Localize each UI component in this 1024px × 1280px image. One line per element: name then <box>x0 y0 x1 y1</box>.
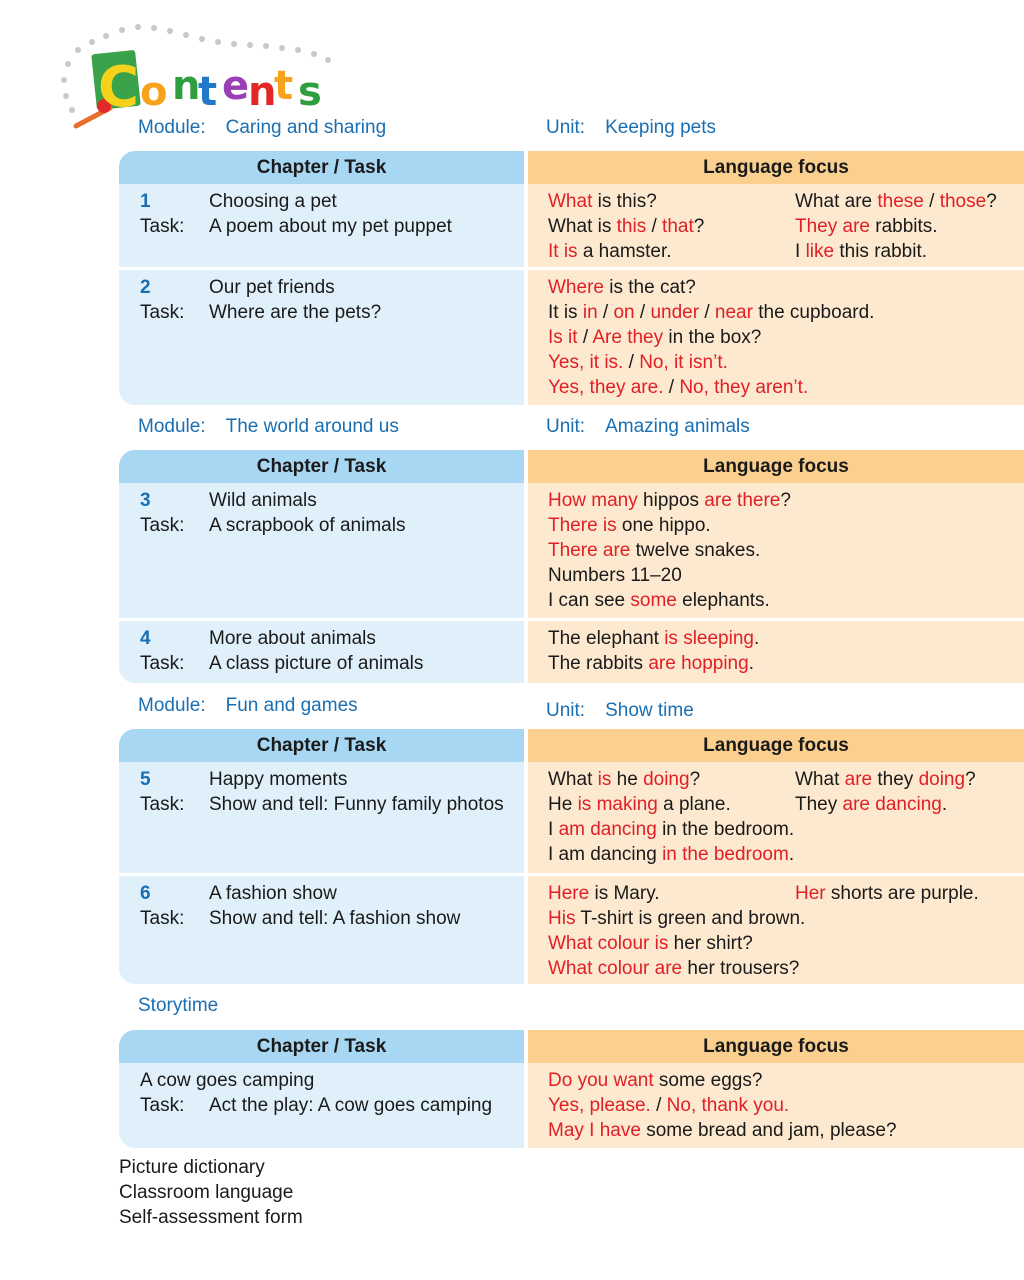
task-label: Task: <box>140 1095 185 1116</box>
task-label: Task: <box>140 302 185 323</box>
title-letter: e <box>222 63 250 109</box>
focus-line <box>548 350 728 375</box>
focus-segment: / <box>597 302 614 323</box>
focus-segment: . <box>788 844 795 865</box>
title-letter: n <box>172 63 201 109</box>
focus-segment: T-shirt is green and brown. <box>575 908 806 929</box>
focus-segment: / <box>650 1095 667 1116</box>
focus-segment: some eggs? <box>653 1070 763 1091</box>
focus-segment: No, thank you. <box>666 1095 790 1116</box>
focus-line <box>548 626 759 651</box>
chapter-number: 6 <box>140 883 151 904</box>
focus-segment: / <box>663 377 680 398</box>
focus-segment: What are <box>795 191 878 212</box>
focus-segment: Yes, it is. <box>548 352 624 373</box>
chapter-title: Choosing a pet <box>209 191 337 212</box>
focus-line <box>795 792 947 817</box>
focus-line <box>548 538 760 563</box>
focus-segment: Here <box>548 883 590 904</box>
focus-segment: Numbers 11–20 <box>548 565 682 586</box>
chapter-title: A fashion show <box>209 883 337 904</box>
focus-segment: near <box>714 302 753 323</box>
chapter-number: 1 <box>140 191 151 212</box>
title-letter: n <box>248 69 277 115</box>
focus-segment: What colour are <box>548 958 683 979</box>
focus-segment: They <box>795 794 843 815</box>
unit-prefix: Unit: <box>546 700 586 721</box>
title-letter: C <box>98 55 140 120</box>
unit-label <box>546 117 716 139</box>
focus-segment: What <box>548 769 598 790</box>
focus-segment: those <box>939 191 987 212</box>
focus-segment: Where <box>548 277 604 298</box>
chapter-cell <box>119 483 524 618</box>
focus-line <box>795 214 938 239</box>
focus-segment: under <box>650 302 700 323</box>
focus-segment: ? <box>693 216 705 237</box>
focus-segment: Are they <box>592 327 664 348</box>
focus-segment: May I have <box>548 1120 641 1141</box>
focus-segment: What colour is <box>548 933 669 954</box>
focus-line <box>548 513 711 538</box>
focus-line <box>548 1093 789 1118</box>
focus-segment: on <box>613 302 635 323</box>
column-header-language-focus: Language focus <box>528 729 1024 762</box>
focus-segment: . <box>941 794 948 815</box>
column-header-chapter-task: Chapter / Task <box>119 450 524 483</box>
focus-line <box>548 588 770 613</box>
focus-segment: in the bedroom. <box>656 819 795 840</box>
focus-segment: I am dancing <box>548 844 663 865</box>
focus-segment: I can see <box>548 590 631 611</box>
chapter-number: 3 <box>140 490 151 511</box>
focus-line <box>548 214 704 239</box>
focus-segment: am dancing <box>558 819 657 840</box>
column-header-chapter-task: Chapter / Task <box>119 729 524 762</box>
focus-segment: twelve snakes. <box>630 540 761 561</box>
task-title: Act the play: A cow goes camping <box>209 1095 493 1116</box>
focus-segment: these <box>877 191 924 212</box>
module-prefix: Module: <box>138 695 206 716</box>
focus-line <box>548 881 660 906</box>
chapter-title: Wild animals <box>209 490 317 511</box>
focus-segment: her trousers? <box>682 958 800 979</box>
focus-segment: What <box>795 769 845 790</box>
module-name: The world around us <box>225 416 399 437</box>
focus-segment: / <box>577 327 593 348</box>
module-prefix: Module: <box>138 117 206 138</box>
chapter-number: 2 <box>140 277 151 298</box>
column-header-chapter-task: Chapter / Task <box>119 1030 524 1063</box>
focus-segment: The rabbits <box>548 653 649 674</box>
chapter-number: 5 <box>140 769 151 790</box>
focus-segment: a plane. <box>657 794 731 815</box>
column-header-language-focus: Language focus <box>528 1030 1024 1063</box>
chapter-title: Happy moments <box>209 769 348 790</box>
focus-segment: . <box>753 628 760 649</box>
focus-segment: / <box>634 302 651 323</box>
focus-segment: shorts are purple. <box>825 883 979 904</box>
task-label: Task: <box>140 216 185 237</box>
focus-segment: this <box>616 216 647 237</box>
focus-line <box>548 325 761 350</box>
focus-segment: It is <box>548 302 583 323</box>
focus-line <box>548 956 799 981</box>
unit-name: Amazing animals <box>605 416 750 437</box>
focus-line <box>548 931 753 956</box>
focus-segment: I <box>795 241 806 262</box>
focus-segment: What <box>548 191 593 212</box>
focus-segment: Yes, they are. <box>548 377 664 398</box>
module-name: Fun and games <box>225 695 358 716</box>
focus-segment: is making <box>577 794 658 815</box>
focus-segment: They are <box>795 216 870 237</box>
focus-segment: is <box>597 769 612 790</box>
focus-segment: Do you want <box>548 1070 654 1091</box>
focus-line <box>795 767 976 792</box>
focus-segment: . <box>748 653 754 674</box>
title-letter: t <box>198 69 218 115</box>
focus-segment: is this? <box>592 191 657 212</box>
focus-line <box>548 189 657 214</box>
task-title: Show and tell: A fashion show <box>209 908 461 929</box>
focus-segment: The elephant <box>548 628 665 649</box>
focus-line <box>795 189 997 214</box>
focus-line <box>548 375 808 400</box>
focus-segment: rabbits. <box>869 216 938 237</box>
focus-segment: ? <box>965 769 976 790</box>
focus-segment: are dancing <box>842 794 942 815</box>
focus-segment: ? <box>986 191 997 212</box>
module-label <box>138 695 358 717</box>
task-title: Show and tell: Funny family photos <box>209 794 504 815</box>
unit-name: Show time <box>605 700 694 721</box>
focus-segment: hippos <box>637 490 705 511</box>
column-header-language-focus: Language focus <box>528 151 1024 184</box>
extras-item: Classroom language <box>119 1182 294 1203</box>
chapter-title: More about animals <box>209 628 376 649</box>
task-title: A scrapbook of animals <box>209 515 406 536</box>
focus-segment: No, it isn’t. <box>639 352 728 373</box>
focus-segment: Her <box>795 883 826 904</box>
module-prefix: Module: <box>138 416 206 437</box>
task-label: Task: <box>140 908 185 929</box>
title-letter: o <box>140 69 168 115</box>
focus-segment: How many <box>548 490 638 511</box>
focus-segment: elephants. <box>676 590 770 611</box>
focus-segment: is sleeping <box>664 628 754 649</box>
extras-item: Self-assessment form <box>119 1207 303 1228</box>
focus-segment: are <box>844 769 873 790</box>
focus-segment: ? <box>780 490 791 511</box>
focus-segment: this rabbit. <box>834 241 928 262</box>
focus-line <box>548 1068 762 1093</box>
contents-title-logo <box>58 20 348 132</box>
focus-segment: one hippo. <box>616 515 711 536</box>
focus-segment: is the cat? <box>603 277 696 298</box>
focus-segment: a hamster. <box>577 241 672 262</box>
focus-segment: some bread and jam, please? <box>640 1120 897 1141</box>
focus-line <box>548 239 672 264</box>
focus-line <box>548 817 794 842</box>
focus-line <box>548 651 754 676</box>
column-header-chapter-task: Chapter / Task <box>119 151 524 184</box>
focus-segment: doing <box>643 769 690 790</box>
focus-segment: is Mary. <box>589 883 660 904</box>
focus-segment: doing <box>918 769 966 790</box>
focus-segment: / <box>699 302 715 323</box>
focus-line <box>548 906 805 931</box>
focus-line <box>548 842 794 867</box>
focus-line <box>795 881 979 906</box>
focus-segment: His <box>548 908 576 929</box>
title-letter: t <box>274 63 294 109</box>
focus-segment: / <box>646 216 663 237</box>
focus-segment: Yes, please. <box>548 1095 651 1116</box>
focus-line <box>548 563 682 588</box>
unit-name: Keeping pets <box>605 117 716 138</box>
unit-prefix: Unit: <box>546 117 586 138</box>
focus-segment: in <box>582 302 598 323</box>
focus-segment: in the box? <box>663 327 762 348</box>
focus-segment: her shirt? <box>668 933 753 954</box>
task-label: Task: <box>140 653 185 674</box>
focus-line <box>548 1118 897 1143</box>
unit-label <box>546 700 694 722</box>
task-title: Where are the pets? <box>209 302 382 323</box>
focus-segment: / <box>623 352 640 373</box>
module-name: Caring and sharing <box>225 117 387 138</box>
focus-segment: ? <box>689 769 701 790</box>
task-label: Task: <box>140 794 185 815</box>
column-header-language-focus: Language focus <box>528 450 1024 483</box>
focus-segment: are there <box>704 490 781 511</box>
focus-line <box>548 792 731 817</box>
focus-segment: He <box>548 794 578 815</box>
focus-line <box>548 488 791 513</box>
unit-prefix: Unit: <box>546 416 586 437</box>
focus-line <box>548 275 696 300</box>
focus-segment: in the bedroom <box>662 844 789 865</box>
focus-segment: are hopping <box>648 653 749 674</box>
focus-segment: the cupboard. <box>752 302 875 323</box>
focus-segment: / <box>923 191 940 212</box>
task-title: A class picture of animals <box>209 653 424 674</box>
focus-segment: that <box>662 216 694 237</box>
focus-segment: What is <box>548 216 617 237</box>
module-label <box>138 117 386 139</box>
title-letter: s <box>298 69 322 115</box>
chapter-title: Our pet friends <box>209 277 335 298</box>
focus-line <box>548 767 700 792</box>
task-label: Task: <box>140 515 185 536</box>
unit-label <box>546 416 750 438</box>
focus-segment: he <box>611 769 644 790</box>
focus-segment: There is <box>548 515 617 536</box>
focus-line <box>548 300 874 325</box>
focus-line <box>795 239 927 264</box>
extras-item: Picture dictionary <box>119 1157 265 1178</box>
focus-segment: There are <box>548 540 631 561</box>
focus-segment: I <box>548 819 559 840</box>
focus-segment: they <box>872 769 919 790</box>
chapter-number: 4 <box>140 628 151 649</box>
storytime-label: Storytime <box>138 995 219 1016</box>
chapter-title: A cow goes camping <box>140 1070 315 1091</box>
task-title: A poem about my pet puppet <box>209 216 452 237</box>
module-label <box>138 416 399 438</box>
focus-segment: No, they aren’t. <box>679 377 809 398</box>
focus-segment: some <box>630 590 677 611</box>
focus-segment: It is <box>548 241 578 262</box>
focus-segment: Is it <box>548 327 578 348</box>
focus-segment: like <box>805 241 835 262</box>
